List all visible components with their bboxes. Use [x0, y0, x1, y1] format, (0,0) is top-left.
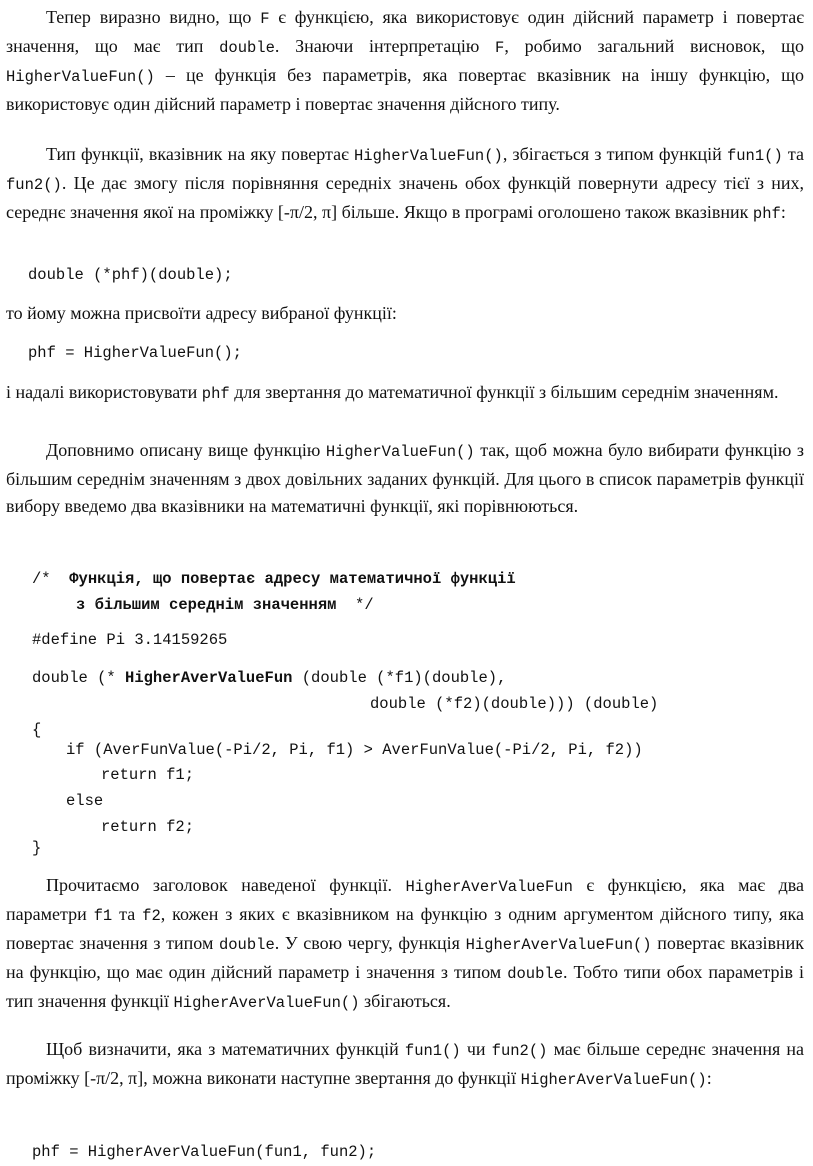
paragraph-1: Тепер виразно видно, що F є функцією, яка використовує один дійсний параметр і повертає значення, що має тип double. Знаючи інтерпретацію F, робимо загальний висновок, що HigherValueFun() – це функція без параметрів, яка повертає вказівник на іншу функцію, що використовує один дійсний параметр і повертає значення дійсного типу.	[6, 7, 804, 114]
code-define-line: #define Pi 3.14159265	[32, 631, 228, 649]
code-phf-higher-aver-call: phf = HigherAverValueFun(fun1, fun2);	[32, 1143, 377, 1161]
paragraph-4: і надалі використовувати phf для звертання до математичної функції з більшим середнім значенням.	[6, 382, 779, 403]
paragraph-5: Доповнимо описану вище функцію HigherValueFun() так, щоб можна було вибирати функцію з більшим середнім значенням з двох довільних заданих функцій. Для цього в список параметрів функції вибору введемо два вказівники на математичні функції, які порівнюються.	[6, 440, 804, 516]
code-function-header-line-2: double (*f2)(double))) (double)	[370, 695, 659, 713]
code-comment-line-1: /* Функція, що повертає адресу математичної функції	[32, 570, 516, 588]
code-function-header-line-1: double (* HigherAverValueFun (double (*f1)(double),	[32, 669, 507, 687]
paragraph-3: то йому можна присвоїти адресу вибраної функції:	[6, 303, 397, 323]
code-return-f2: return f2;	[101, 818, 195, 836]
code-return-f1: return f1;	[101, 766, 195, 784]
paragraph-7: Щоб визначити, яка з математичних функцій fun1() чи fun2() має більше середнє значення на проміжку [-π/2, π], можна виконати наступне звертання до функції HigherAverValueFun():	[6, 1039, 804, 1089]
paragraph-2: Тип функції, вказівник на яку повертає HigherValueFun(), збігається з типом функцій fun1() та fun2(). Це дає змогу після порівняння середніх значень обох функцій повернути адресу тієї з них, середнє значення якої на проміжку [-π/2, π] більше. Якщо в програмі оголошено також вказівник phf:	[6, 144, 804, 223]
paragraph-6: Прочитаємо заголовок наведеної функції. HigherAverValueFun є функцією, яка має два параметри f1 та f2, кожен з яких є вказівником на функцію з одним аргументом дійсного типу, яка повертає значення з типом double. У свою чергу, функція HigherAverValueFun() повертає вказівник на функцію, що має один дійсний параметр і значення з типом double. Тобто типи обох параметрів і тип значення функції HigherAverValueFun() збігаються.	[6, 875, 804, 1012]
code-phf-assignment: phf = HigherValueFun();	[28, 344, 242, 362]
code-comment-line-2: з більшим середнім значенням */	[76, 596, 374, 614]
code-if-line: if (AverFunValue(-Pi/2, Pi, f1) > AverFunValue(-Pi/2, Pi, f2))	[66, 741, 643, 759]
code-brace-close: }	[32, 839, 42, 857]
code-else-line: else	[66, 792, 104, 810]
code-phf-declaration: double (*phf)(double);	[28, 266, 233, 284]
code-brace-open: {	[32, 721, 42, 739]
